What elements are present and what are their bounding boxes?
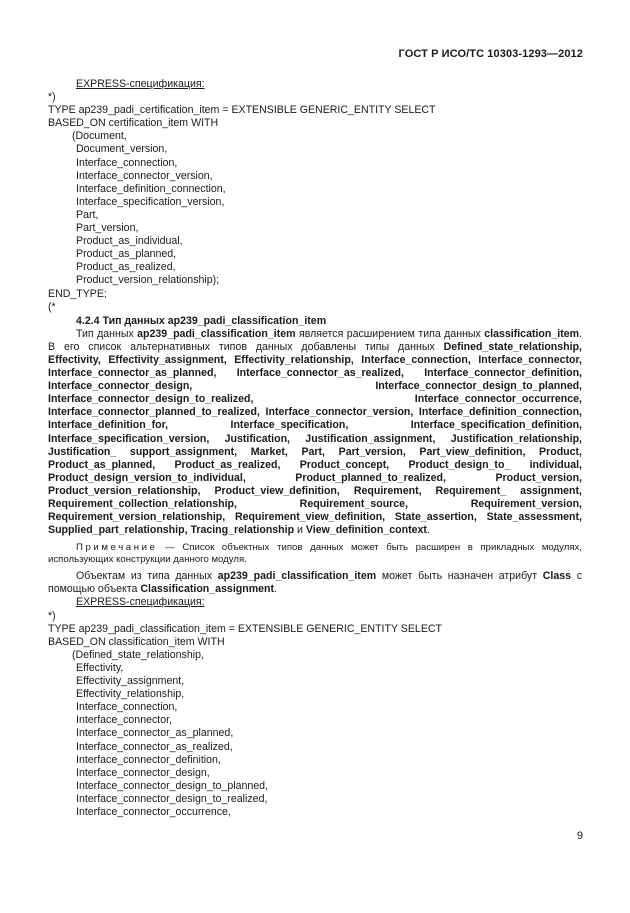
description-paragraph: Тип данных ap239_padi_classification_item является расширением типа данных classification_item. В его список альтернативных типов данных добавлены типы данных Defined_state_relationship, Effectivity, Effectivity_assignment, Effectivity_relationship, Interface_connection, Interface_connector, Interface_connector_as_planned, Interface_connector_as_realized, Interface_connector_definition, Interface_connector_design, Interface_connector_design_to_planned, Interface_connector_design_to_realized, Interface_connector_occurrence, Interface_connector_planned_to_realized, Interface_connector_version, Interface_definition_connection, Interface_definition_for, Interface_specification, Interface_specification_definition, Interface_specification_version, Justification, Justification_assignment, Justification_relationship, Justification_ support_assignment, Market, Part, Part_version, Part_view_definition, Product, Product_as_planned, Product_as_realized, Product_concept, Product_design_to_ individual, Product_design_version_to_individual, Product_planned_to_realized, Product_version, Product_version_relationship, Product_view_definition, Requirement, Requirement_ assignment, Requirement_collection_relationship, Requirement_source, Requirement_version, Requirement_version_relationship, Requirement_view_definition, State_assertion, State_assessment, Supplied_part_relationship, Tracing_relationship и View_definition_context. [48, 327, 582, 537]
select-item: Interface_connector_as_realized, [76, 740, 233, 753]
select-item: Interface_connector_definition, [76, 753, 221, 766]
assignment-paragraph: Объектам из типа данных ap239_padi_classification_item может быть назначен атрибут Class с помощью объекта Classification_assignment. [48, 570, 582, 596]
comment-close: *) [48, 91, 56, 104]
select-item: Product_version_relationship); [76, 274, 220, 287]
express-label: EXPRESS-спецификация: [76, 78, 205, 90]
select-item: Document_version, [76, 143, 168, 156]
select-item: (Defined_state_relationship, [72, 648, 204, 661]
select-item: Interface_connector_design, [76, 766, 210, 779]
select-item: Interface_connector_version, [76, 169, 213, 182]
note-paragraph: Примечание — Список объектных типов данных может быть расширен в прикладных модулях, использующих конструкции данного модуля. [48, 542, 582, 566]
select-item: Interface_connector, [76, 714, 172, 727]
comment-open: (* [48, 300, 56, 313]
based-on-line: BASED_ON classification_item WITH [48, 635, 225, 648]
select-item: Interface_connection, [76, 701, 178, 714]
select-item: (Document, [72, 130, 127, 143]
select-item: Interface_connector_as_planned, [76, 727, 234, 740]
page-content [48, 78, 582, 819]
select-item: Effectivity_assignment, [76, 675, 185, 688]
type-declaration: TYPE ap239_padi_certification_item = EXTENSIBLE GENERIC_ENTITY SELECT [48, 104, 436, 117]
select-item: Interface_definition_connection, [76, 182, 226, 195]
select-item: Interface_connection, [76, 156, 178, 169]
end-type: END_TYPE; [48, 287, 107, 300]
express-label: EXPRESS-спецификация: [76, 596, 205, 609]
document-code-header: ГОСТ Р ИСО/ТС 10303-1293—2012 [398, 48, 583, 60]
based-on-line: BASED_ON certification_item WITH [48, 117, 219, 130]
section-heading: 4.2.4 Тип данных ap239_padi_classification_item [76, 314, 327, 327]
select-item: Interface_specification_version, [76, 195, 225, 208]
select-item: Interface_connector_occurrence, [76, 805, 231, 818]
select-item: Product_as_realized, [76, 261, 176, 274]
page-number: 9 [576, 830, 583, 842]
select-item: Product_as_individual, [76, 235, 183, 248]
note-label: Примечание [76, 542, 158, 554]
select-item: Interface_connector_design_to_realized, [76, 792, 268, 805]
select-item: Effectivity, [76, 661, 124, 674]
select-item: Interface_connector_design_to_planned, [76, 779, 269, 792]
select-item: Part, [76, 208, 99, 221]
select-item: Part_version, [76, 222, 139, 235]
type-declaration: TYPE ap239_padi_classification_item = EXTENSIBLE GENERIC_ENTITY SELECT [48, 622, 443, 635]
comment-close: *) [48, 609, 56, 622]
select-item: Effectivity_relationship, [76, 688, 185, 701]
select-item: Product_as_planned, [76, 248, 177, 261]
